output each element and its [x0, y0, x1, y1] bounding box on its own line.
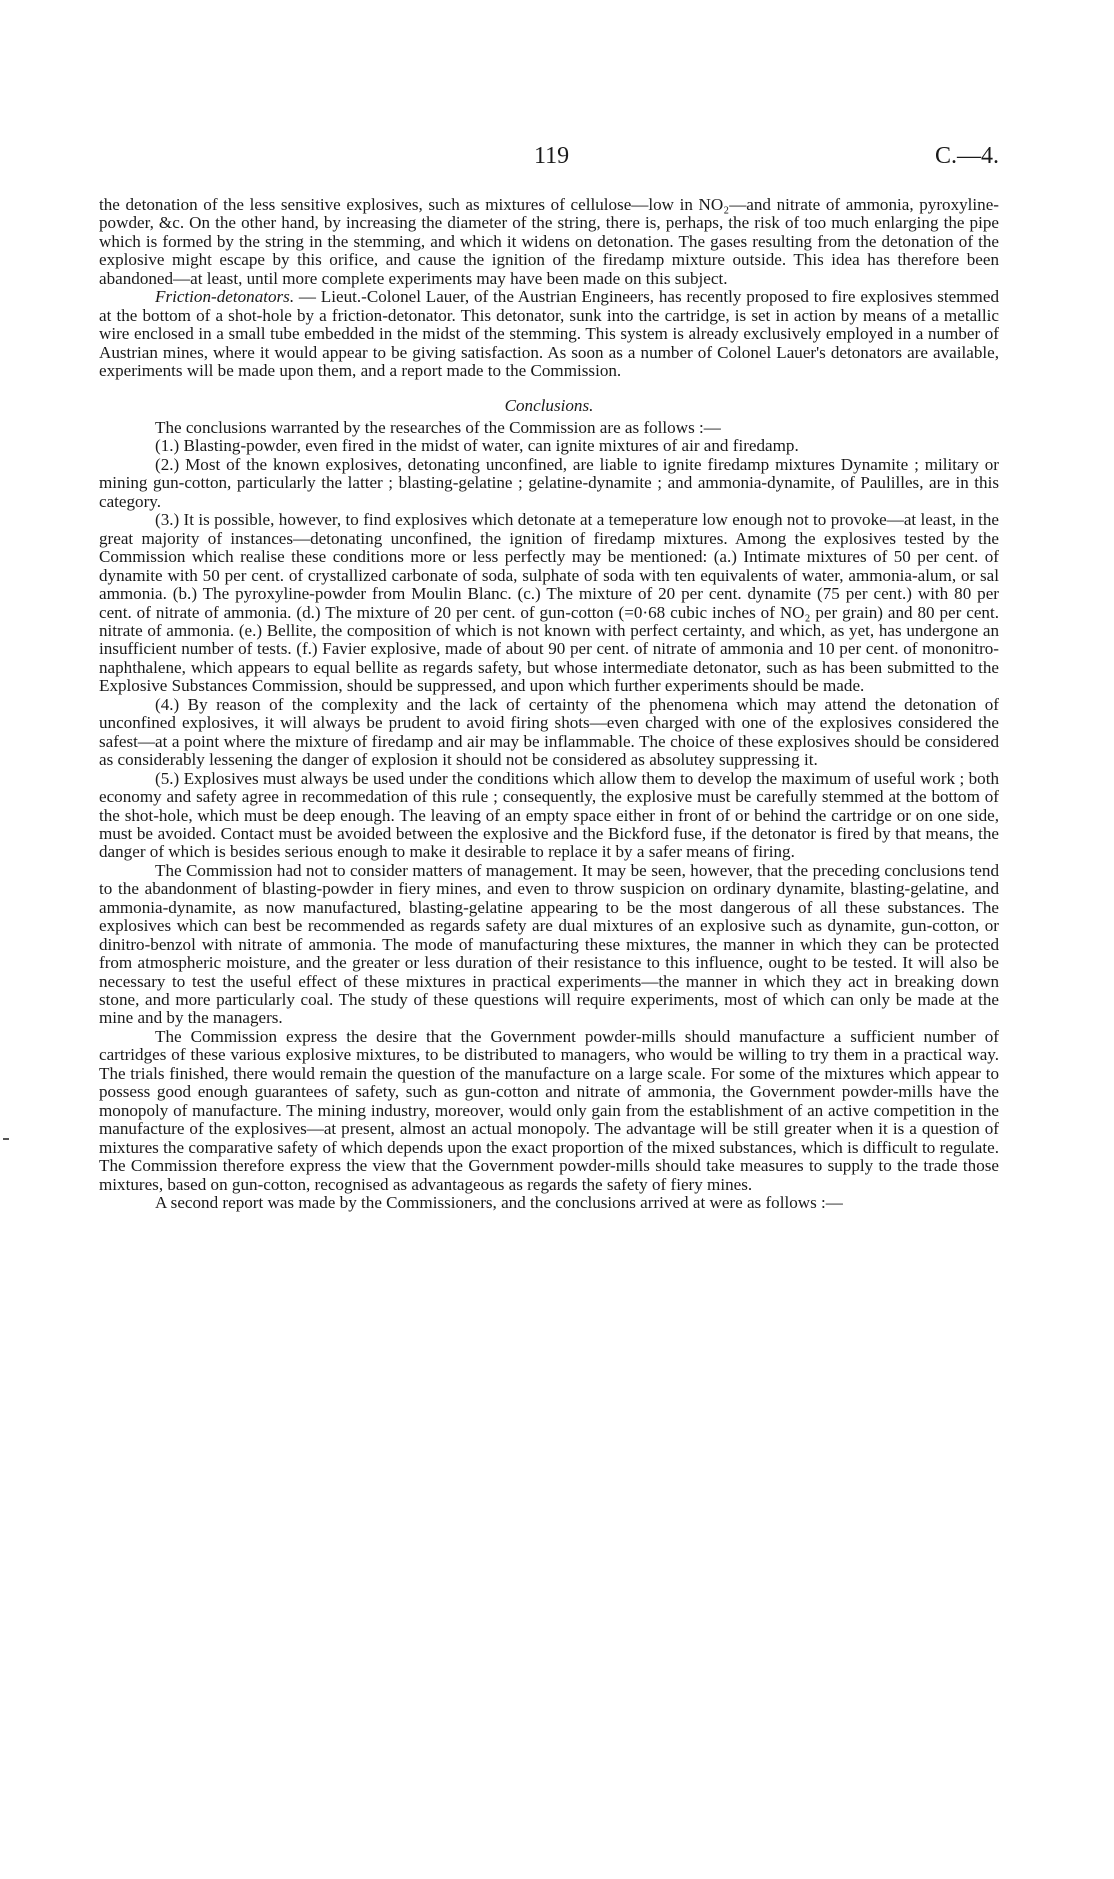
- paragraph-continuation: the detonation of the less sensitive explosives, such as mixtures of cellulose—low in NO₂—and nitrate of ammonia, pyroxyline-powder, &c. On the other hand, by increasing the diameter of the string, there is, perhaps, the risk of too much enlarging the pipe which is formed by the string in the stemming, and which it widens on detonation. The gases resulting from the detonation of the explosive might escape by this orifice, and cause the ignition of the firedamp mixture outside. This idea has therefore been abandoned—at least, until more complete experiments may have been made on this subject.: [99, 195, 999, 288]
- paragraph-lead-friction-detonators: Friction-detonators.: [155, 287, 295, 307]
- paragraph-conclusion-4: (4.) By reason of the complexity and the lack of certainty of the phenomena which may attend the detonation of unconfined explosives, it will always be prudent to avoid firing shots—even charged with one of the explosives considered the safest—at a point where the mixture of firedamp and air may be inflammable. The choice of these explosives should be considered as considerably lessening the danger of explosion it should not be considered as absolutey suppressing it.: [99, 694, 999, 770]
- paragraph-second-report: A second report was made by the Commissioners, and the conclusions arrived at were as follows :—: [155, 1193, 843, 1213]
- paragraph-powder-mills: The Commission express the desire that the Government powder-mills should manufacture a sufficient number of cartridges of these various explosive mixtures, to be distributed to managers, who would be willing to try them in a practical way. The trials finished, there would remain the question of the manufacture on a large scale. For some of the mixtures which appear to possess good enough guarantees of safety, such as gun-cotton and nitrate of ammonia, the Government powder-mills have the monopoly of manufacture. The mining industry, moreover, would only gain from the establishment of an active competition in the manufacture of the explosives—at present, almost an actual monopoly. The advantage will be still greater when it is a question of mixtures the comparative safety of which depends upon the exact proportion of the mixed substances, which is difficult to regulate. The Commission therefore express the view that the Government powder-mills should take measures to supply to the trade those mixtures, based on gun-cotton, recognised as advantageous as regards the safety of fiery mines.: [99, 1026, 999, 1194]
- page-header: [99, 143, 999, 173]
- paragraph-conclusion-1: (1.) Blasting-powder, even fired in the midst of water, can ignite mixtures of air and firedamp.: [155, 436, 799, 456]
- paragraph-conclusion-5: (5.) Explosives must always be used under the conditions which allow them to develop the maximum of useful work ; both economy and safety agree in recommedation of this rule ; consequently, the explosive must be carefully stemmed at the bottom of the shot-hole, which must be deep enough. The leaving of an empty space either in front of or behind the cartridge or on one side, must be avoided. Contact must be avoided between the explosive and the Bickford fuse, if the detonator is fired by that means, the danger of which is besides serious enough to make it desirable to replace it by a safer means of firing.: [99, 768, 999, 862]
- paragraph-conclusions-intro: The conclusions warranted by the researches of the Commission are as follows :—: [155, 417, 721, 437]
- paragraph-friction-detonators-body: — Lieut.-Colonel Lauer, of the Austrian Engineers, has recently proposed to fire explosives stemmed at the bottom of a shot-hole by a friction-detonator. This detonator, sunk into the cartridge, is set in action by means of a metallic wire enclosed in a small tube embedded in the midst of the stemming. This system is already exclusively employed in a number of Austrian mines, where it would appear to be giving satisfaction. As soon as a number of Colonel Lauer's detonators are available, experiments will be made upon them, and a report made to the Commission.: [99, 287, 999, 381]
- paragraph-conclusion-3: (3.) It is possible, however, to find explosives which detonate at a temeperature low enough not to provoke—at least, in the great majority of instances—detonating unconfined, the ignition of firedamp mixtures. Among the explosives tested by the Commission which realise these conditions more or less perfectly may be mentioned: (a.) Intimate mixtures of 50 per cent. of dynamite with 50 per cent. of crystallized carbonate of soda, sulphate of soda with ten equivalents of water, ammonia-alum, or sal ammonia. (b.) The pyroxyline-powder from Moulin Blanc. (c.) The mixture of 20 per cent. dynamite (75 per cent.) with 80 per cent. of nitrate of ammonia. (d.) The mixture of 20 per cent. of gun-cotton (=0·68 cubic inches of NO₂ per grain) and 80 per cent. nitrate of ammonia. (e.) Bellite, the composition of which is not known with perfect certainty, and which, as yet, has undergone an insufficient number of tests. (f.) Favier explosive, made of about 90 per cent. of nitrate of ammonia and 10 per cent. of mononitro-naphthalene, which appears to equal bellite as regards safety, but whose intermediate detonator, such as has been submitted to the Explosive Substances Commission, should be suppressed, and upon which further experiments should be made.: [99, 510, 999, 696]
- paragraph-friction-detonators: [99, 288, 999, 380]
- page-number: 119: [534, 143, 570, 169]
- paragraph-management: The Commission had not to consider matters of management. It may be seen, however, that the preceding conclusions tend to the abandonment of blasting-powder in fiery mines, and even to throw suspicion on ordinary dynamite, blasting-gelatine, and ammonia-dynamite, as now manufactured, blasting-gelatine appearing to be the most dangerous of all these substances. The explosives which can best be recommended as regards safety are dual mixtures of an explosive such as dynamite, gun-cotton, or dinitro-benzol with nitrate of ammonia. The mode of manufacturing these mixtures, the manner in which they can be protected from atmospheric moisture, and the greater or less duration of their resistance to this influence, ought to be tested. It will also be necessary to test the useful effect of these mixtures in practical experiments—the manner in which they act in breaking down stone, and more particularly coal. The study of these questions will require experiments, most of which can only be made at the mine and by the managers.: [99, 860, 999, 1028]
- section-heading-conclusions: Conclusions.: [504, 395, 594, 415]
- paragraph-conclusion-2: (2.) Most of the known explosives, detonating unconfined, are liable to ignite firedamp mixtures Dynamite ; military or mining gun-cotton, particularly the latter ; blasting-gelatine ; gelatine-dynamite ; and ammonia-dynamite, of Paulilles, are in this category.: [99, 454, 999, 511]
- body-text: [99, 196, 999, 1212]
- margin-mark: [3, 1138, 9, 1140]
- page-reference: C.—4.: [934, 143, 999, 169]
